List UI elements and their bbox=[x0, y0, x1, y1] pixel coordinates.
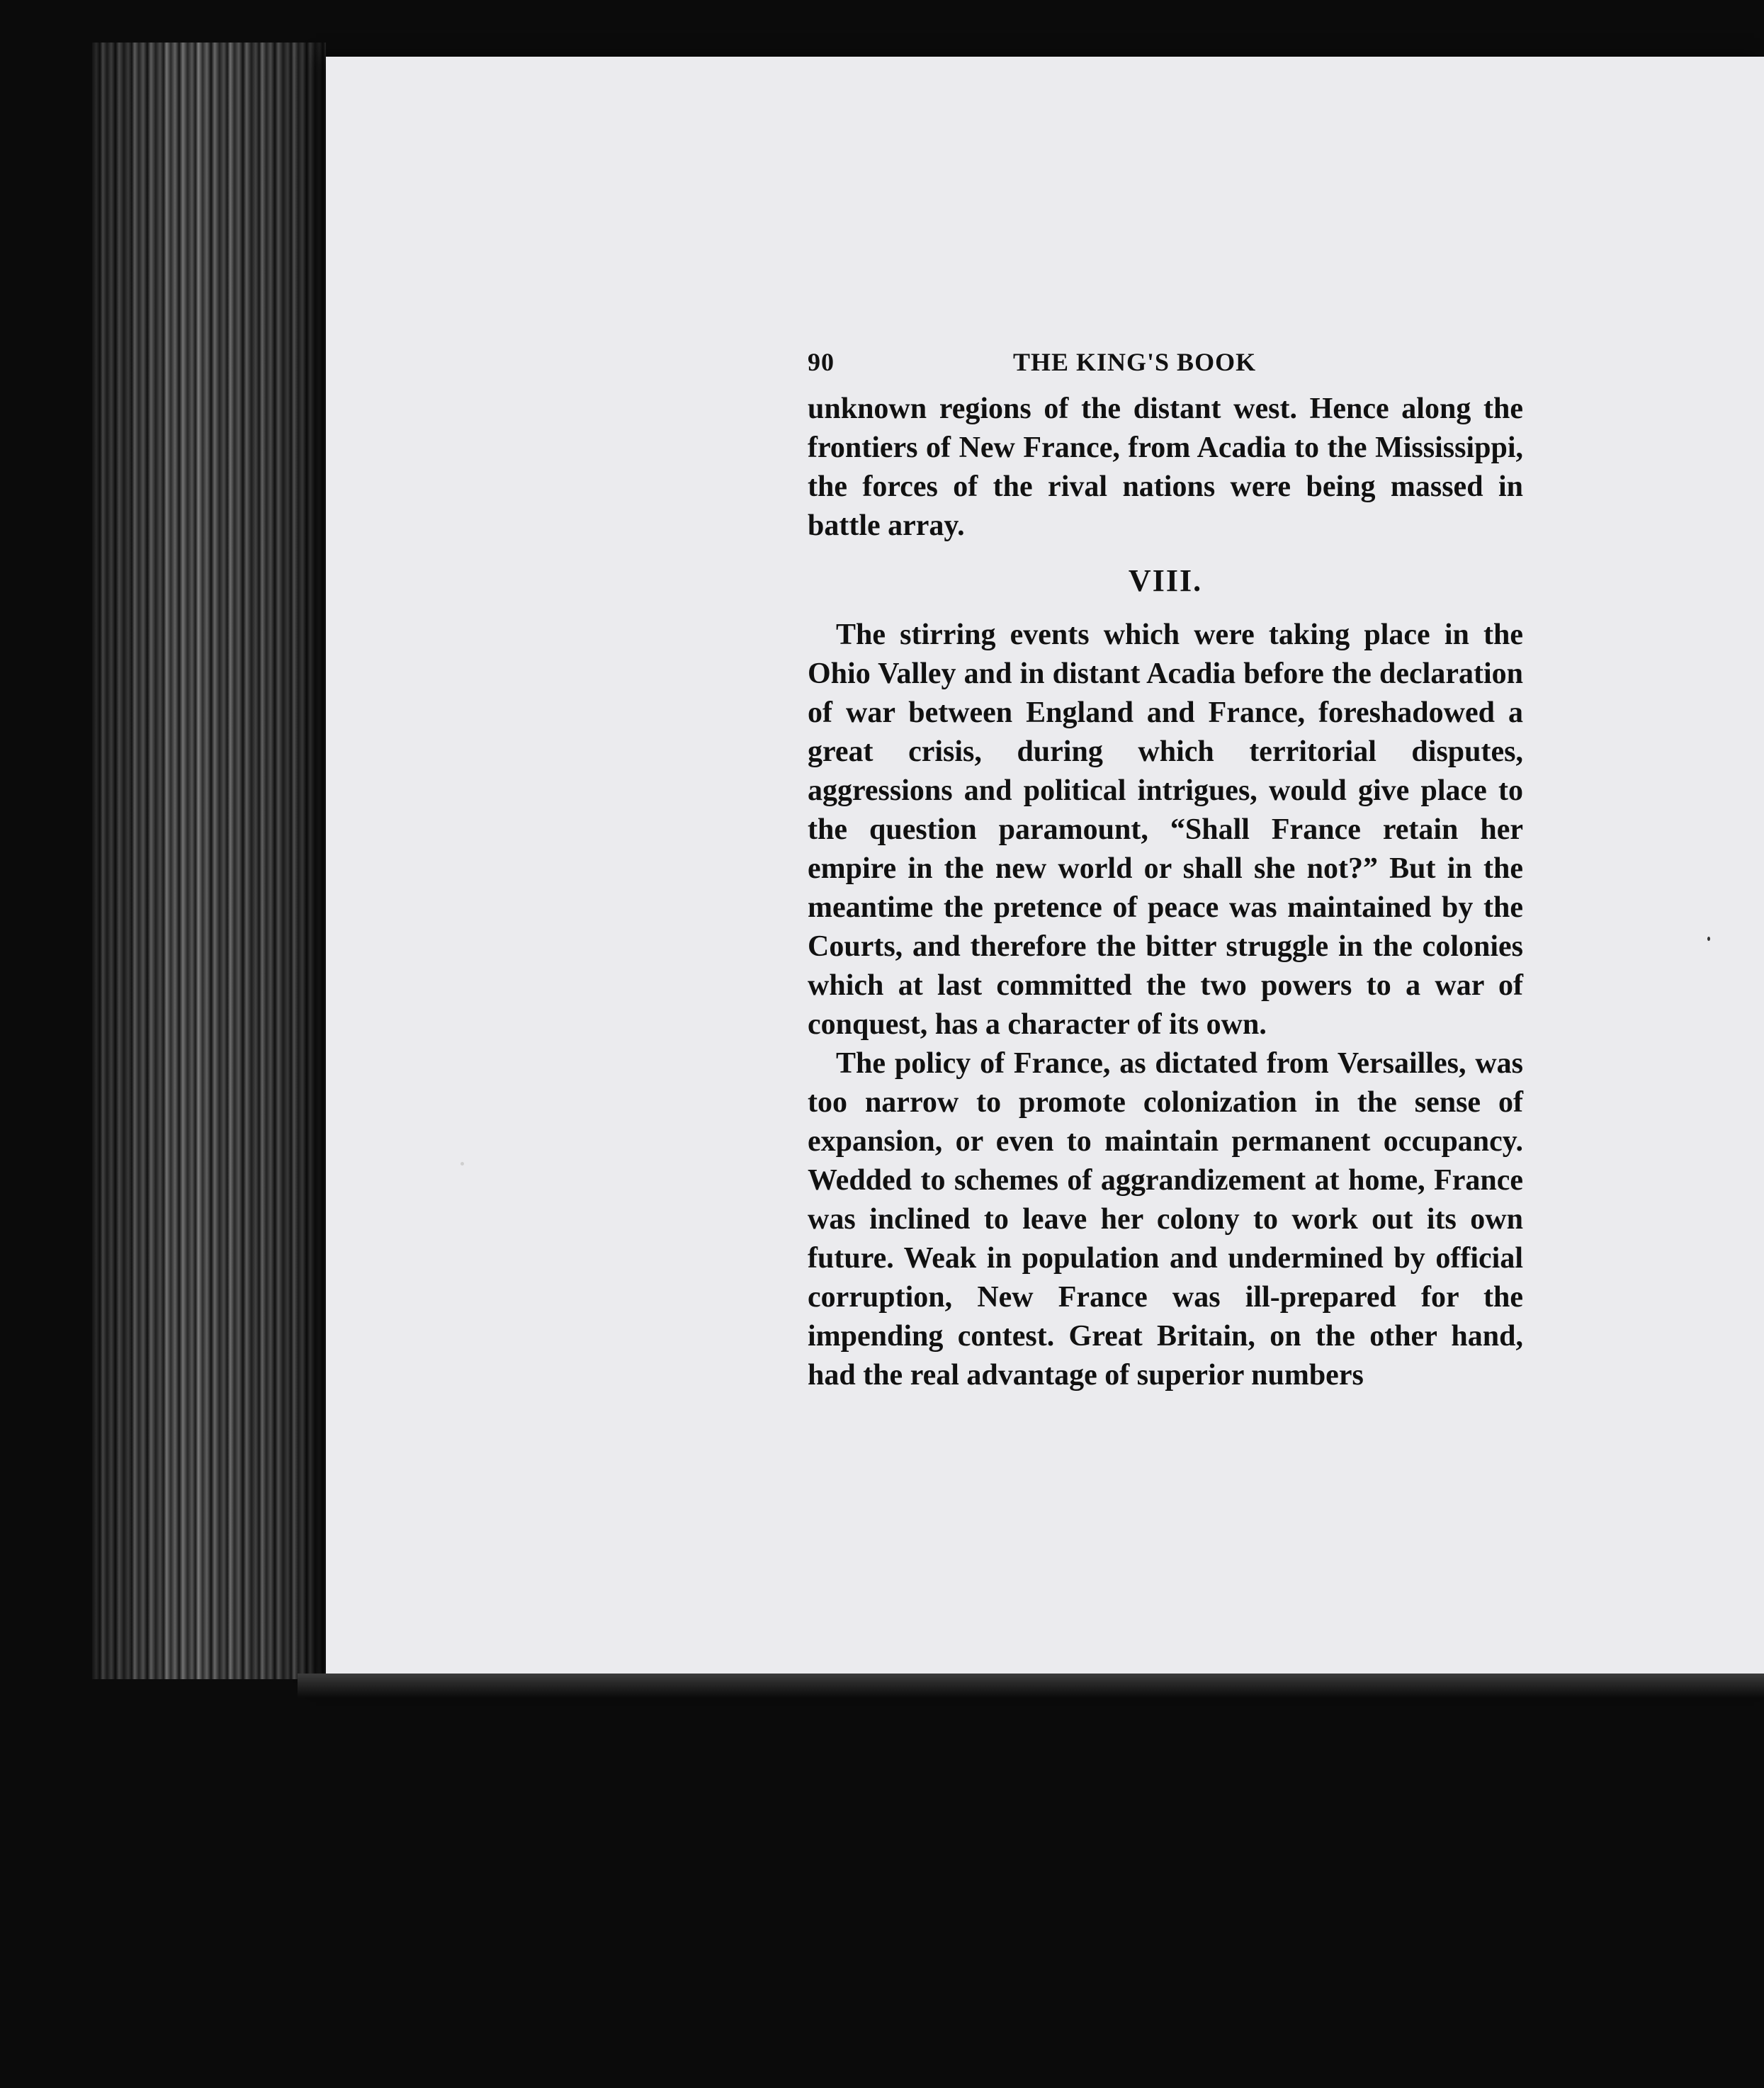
body-paragraph: The policy of France, as dictated from Versailles, was too narrow to promote colonization in the sense of expansion, or even to maintain permanent occupancy. Wedded to schemes of aggrandizement at home, France was inclined to leave her colony to work out its own future. Weak in population and undermined by official corruption, New France was ill-prepared for the impending contest. Great Britain, on the other hand, had the real advantage of superior numbers bbox=[808, 1047, 1523, 1392]
opening-paragraph: unknown regions of the distant west. Hence along the frontiers of New France, from Acadia to the Mississippi, the forces of the rival nations were being massed in battle array. bbox=[808, 393, 1523, 542]
book-page-edges bbox=[92, 43, 326, 1679]
running-head bbox=[808, 347, 1523, 390]
running-title: THE KING'S BOOK bbox=[1013, 348, 1257, 376]
body-paragraph: The stirring events which were taking place in the Ohio Valley and in distant Acadia before the declaration of war between England and France, foreshadowed a great crisis, during which territorial disputes, aggressions and political intrigues, would give place to the question paramount, “Shall France retain her empire in the new world or shall she not?” But in the meantime the pretence of peace was maintained by the Courts, and therefore the bitter struggle in the colonies which at last committed the two powers to a war of conquest, has a character of its own. bbox=[808, 619, 1523, 1041]
dust-speck bbox=[460, 1162, 464, 1166]
section-heading: VIII. bbox=[1128, 563, 1203, 598]
text-block bbox=[808, 347, 1523, 1395]
page-bottom-edge bbox=[298, 1674, 1764, 1698]
dust-speck bbox=[1707, 937, 1710, 941]
page-number: 90 bbox=[808, 348, 835, 376]
